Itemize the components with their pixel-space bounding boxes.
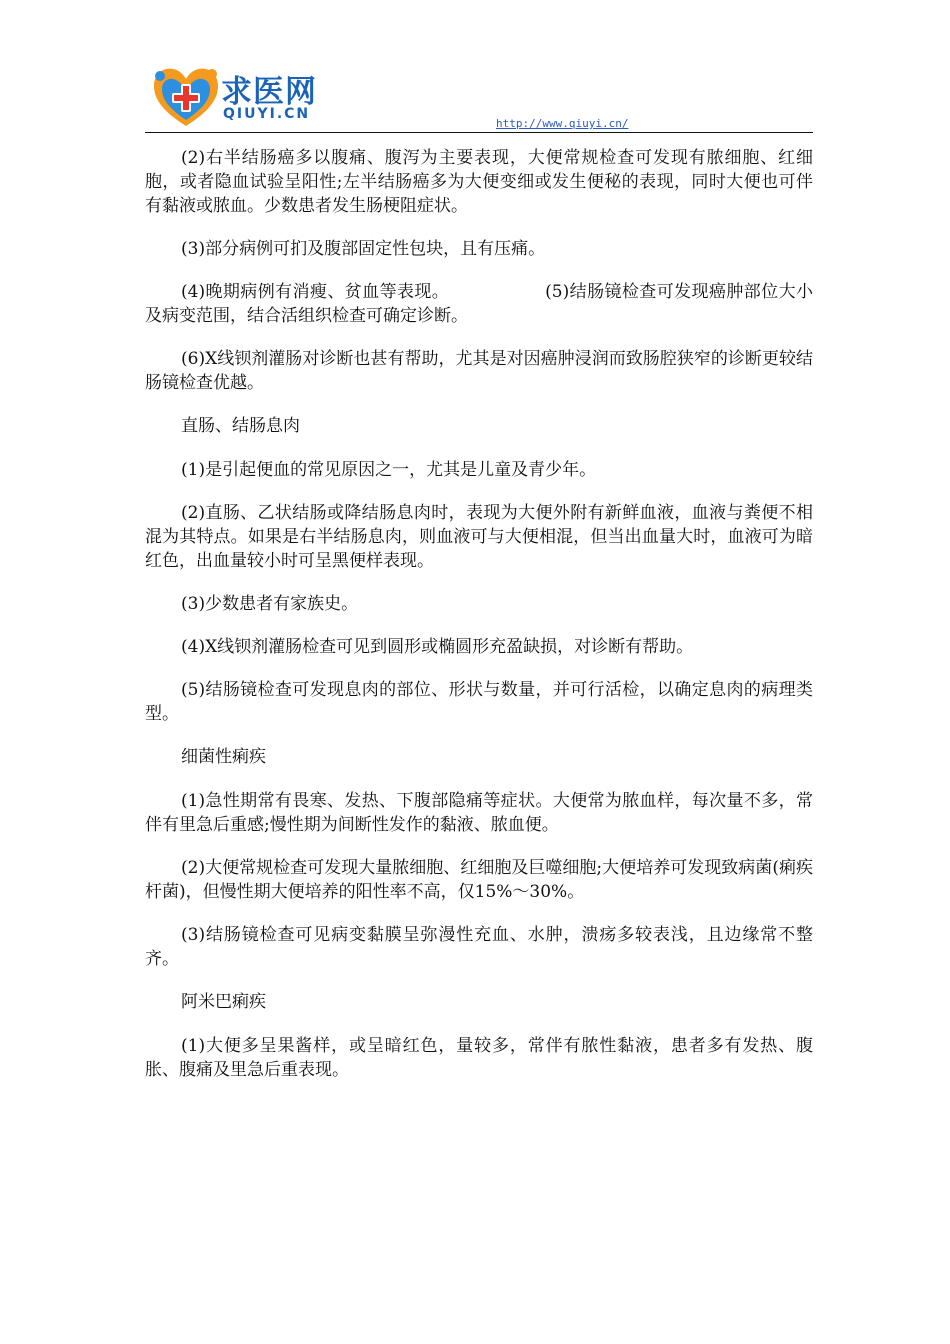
header-divider (145, 132, 813, 133)
logo-name: 求医网 (221, 74, 317, 110)
section-heading: 细菌性痢疾 (181, 747, 266, 767)
paragraph: (3)结肠镜检查可见病变黏膜呈弥漫性充血、水肿，溃疡多较表浅，且边缘常不整齐。 (145, 925, 813, 969)
paragraph: (5)结肠镜检查可发现息肉的部位、形状与数量，并可行活检，以确定息肉的病理类型。 (145, 680, 813, 724)
paragraph: (1)大便多呈果酱样，或呈暗红色，量较多，常伴有脓性黏液，患者多有发热、腹胀、腹痛及里急后重表现。 (145, 1036, 813, 1080)
paragraph: (3)少数患者有家族史。 (181, 594, 359, 614)
paragraph: (4)晚期病例有消瘦、贫血等表现。 (5)结肠镜检查可发现癌肿部位大小及病变范围，结合活组织检查可确定诊断。 (145, 282, 813, 326)
medical-cross-heart-icon (150, 60, 222, 132)
paragraph: (2)直肠、乙状结肠或降结肠息肉时，表现为大便外附有新鲜血液，血液与粪便不相混为其特点。如果是右半结肠息肉，则血液可与大便相混，但当出血量大时，血液可为暗红色，出血量较小时可呈黑便样表现。 (145, 503, 813, 571)
section-heading: 阿米巴痢疾 (181, 992, 266, 1012)
paragraph: (1)是引起便血的常见原因之一，尤其是儿童及青少年。 (181, 460, 597, 480)
site-url-link[interactable]: http://www.qiuyi.cn/ (496, 117, 629, 130)
paragraph: (1)急性期常有畏寒、发热、下腹部隐痛等症状。大便常为脓血样，每次量不多，常伴有里急后重感;慢性期为间断性发作的黏液、脓血便。 (145, 791, 813, 835)
section-heading: 直肠、结肠息肉 (181, 416, 300, 436)
paragraph: (4)X线钡剂灌肠检查可见到圆形或椭圆形充盈缺损，对诊断有帮助。 (181, 637, 694, 657)
paragraph: (6)X线钡剂灌肠对诊断也甚有帮助，尤其是对因癌肿浸润而致肠腔狭窄的诊断更较结肠镜检查优越。 (145, 349, 813, 393)
paragraph: (2)大便常规检查可发现大量脓细胞、红细胞及巨噬细胞;大便培养可发现致病菌(痢疾杆菌)，但慢性期大便培养的阳性率不高，仅15%～30%。 (145, 858, 813, 902)
article-body (145, 146, 813, 1101)
logo-subtitle: QIUYI.CN (223, 106, 311, 122)
paragraph: (2)右半结肠癌多以腹痛、腹泻为主要表现，大便常规检查可发现有脓细胞、红细胞，或者隐血试验呈阳性;左半结肠癌多为大便变细或发生便秘的表现，同时大便也可伴有黏液或脓血。少数患者发生肠梗阻症状。 (145, 148, 813, 216)
site-logo[interactable] (150, 60, 330, 132)
paragraph: (3)部分病例可扪及腹部固定性包块，且有压痛。 (181, 239, 546, 259)
page-header (0, 0, 950, 140)
